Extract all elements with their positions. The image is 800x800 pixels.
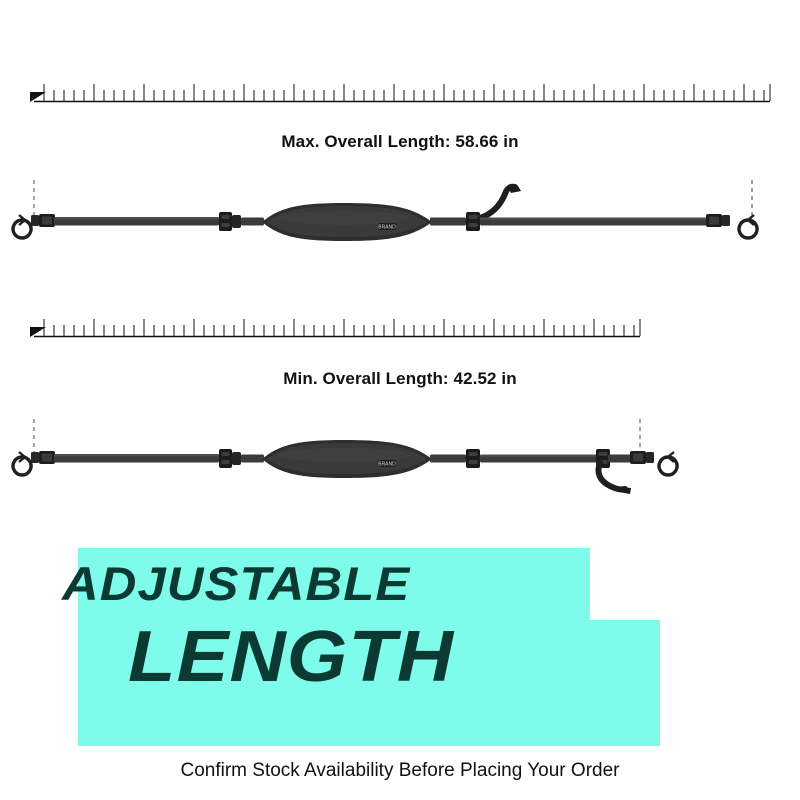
shoulder-pad <box>262 203 432 241</box>
slider-adjuster-left-icon <box>219 449 241 468</box>
ruler-min <box>0 305 800 339</box>
ruler-min-svg <box>0 305 800 339</box>
banner-accent-rect-notch <box>528 548 590 620</box>
strap-min-svg <box>0 415 800 535</box>
shoulder-pad <box>262 440 432 478</box>
snap-hook-right-icon <box>706 214 757 238</box>
snap-hook-left-icon <box>13 214 55 238</box>
snap-hook-left-icon <box>13 451 55 475</box>
measurement-label-min: Min. Overall Length: 42.52 in <box>283 369 517 388</box>
snap-hook-right-icon <box>630 451 677 475</box>
ruler-max-svg <box>0 70 800 104</box>
strap-max-svg <box>0 178 800 298</box>
banner-headline-line1: ADJUSTABLE <box>62 557 411 610</box>
strap-illustration-max <box>0 178 800 298</box>
banner-headline-line2: LENGTH <box>128 617 455 697</box>
slider-adjuster-right-icon <box>466 449 480 468</box>
slider-adjuster-left-icon <box>219 212 241 231</box>
stock-availability-note: Confirm Stock Availability Before Placing Your Order <box>180 760 620 781</box>
ruler-max <box>0 70 800 104</box>
strap-illustration-min <box>0 415 800 535</box>
measurement-label-max: Max. Overall Length: 58.66 in <box>281 132 519 151</box>
svg-text:BRAND: BRAND <box>378 461 396 468</box>
svg-text:BRAND: BRAND <box>378 224 396 231</box>
adjustable-length-banner <box>0 530 800 760</box>
